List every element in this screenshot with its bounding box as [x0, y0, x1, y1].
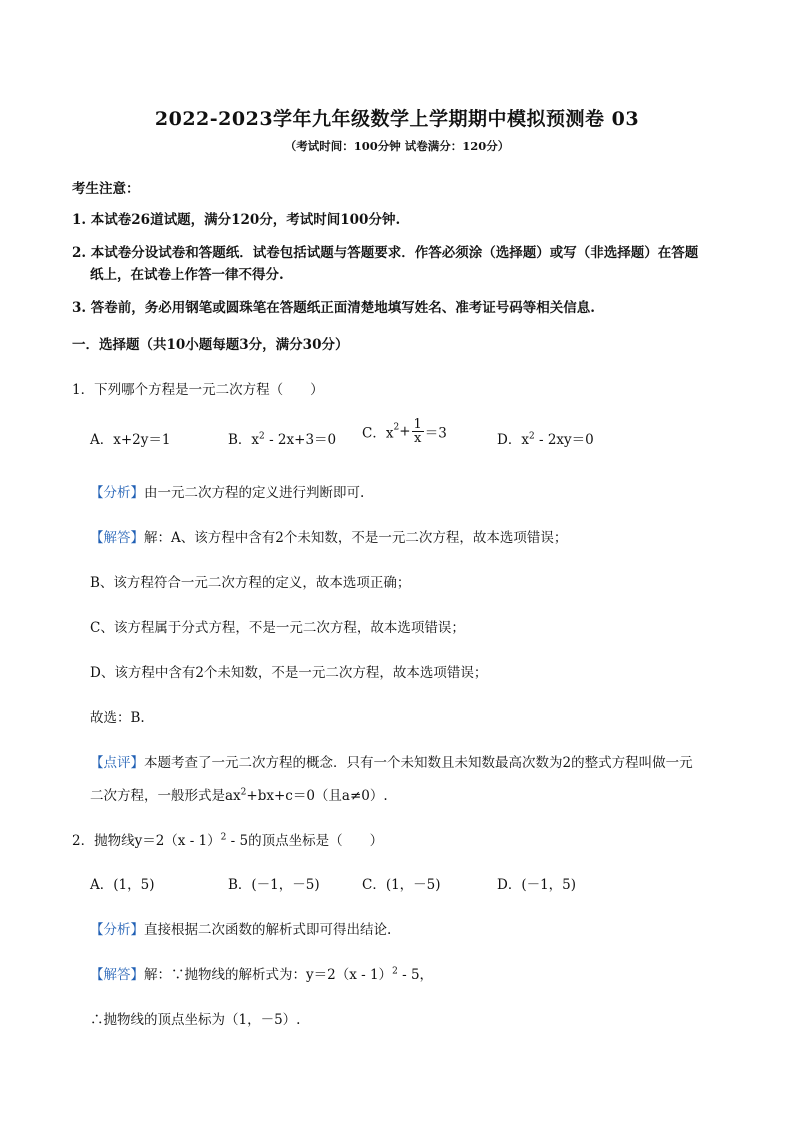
q2-option-c: C．(1，－5)	[362, 877, 441, 893]
notice-item-2: 2. 本试卷分设试卷和答题纸．试卷包括试题与答题要求．作答必须涂（选择题）或写（非选择题）在答题	[72, 245, 699, 261]
page-title: 2022-2023学年九年级数学上学期期中模拟预测卷 03	[154, 108, 640, 130]
q1-answer-line-b: B、该方程符合一元二次方程的定义，故本选项正确；	[90, 575, 411, 591]
q1-option-a: A．x+2y＝1	[90, 432, 171, 448]
q2-option-d: D．(－1，5)	[497, 877, 577, 893]
question-2-stem: 2．抛物线y＝2（x - 1）$^2$ - 5的顶点坐标是（ ）	[72, 832, 384, 849]
exam-info: （考试时间：100分钟 试卷满分：120分）	[284, 139, 510, 153]
q1-option-d: D．$x^2 - 2xy=0$	[497, 431, 594, 448]
q1-answer-line-d: D、该方程中含有2个未知数，不是一元二次方程，故本选项错误；	[90, 665, 488, 681]
notice-heading: 考生注意：	[72, 181, 140, 197]
q2-option-a: A．(1，5)	[90, 877, 155, 893]
section-heading-choice: 一．选择题（共10小题每题3分，满分30分）	[72, 337, 349, 353]
q2-analysis: 【分析】直接根据二次函数的解析式即可得出结论.	[90, 922, 392, 938]
notice-item-2-cont: 纸上，在试卷上作答一律不得分.	[90, 267, 284, 283]
q2-conclusion: ∴抛物线的顶点坐标为（1，－5）.	[90, 1012, 301, 1028]
notice-item-3: 3. 答卷前，务必用钢笔或圆珠笔在答题纸正面清楚地填写姓名、准考证号码等相关信息.	[72, 300, 595, 316]
q2-option-b: B．(－1，－5)	[228, 877, 320, 893]
q1-answer: 【解答】解：A、该方程中含有2个未知数，不是一元二次方程，故本选项错误；	[90, 530, 568, 546]
q1-comment-cont: 二次方程，一般形式是$ax^2+bx+c=0$（且a≠0）.	[90, 787, 388, 804]
q1-option-b: B．$x^2 - 2x+3=0$	[228, 431, 337, 448]
question-1-stem: 1．下列哪个方程是一元二次方程（ ）	[72, 382, 324, 398]
q2-answer: 【解答】解：∵抛物线的解析式为：y＝2（x - 1）$^2$ - 5，	[90, 966, 434, 983]
q1-option-c: C．$x^2+$ $\frac{1}{x}$ ＝3	[362, 417, 447, 446]
q1-comment: 【点评】本题考查了一元二次方程的概念．只有一个未知数且未知数最高次数为2的整式方程叫做一元	[90, 755, 693, 771]
q1-analysis: 【分析】由一元二次方程的定义进行判断即可.	[90, 485, 365, 501]
q1-choice: 故选：B.	[90, 710, 145, 726]
q1-answer-line-c: C、该方程属于分式方程，不是一元二次方程，故本选项错误；	[90, 620, 465, 636]
notice-item-1: 1. 本试卷26道试题，满分120分，考试时间100分钟.	[72, 212, 401, 228]
fraction: $\frac{1}{x}$	[413, 417, 422, 446]
